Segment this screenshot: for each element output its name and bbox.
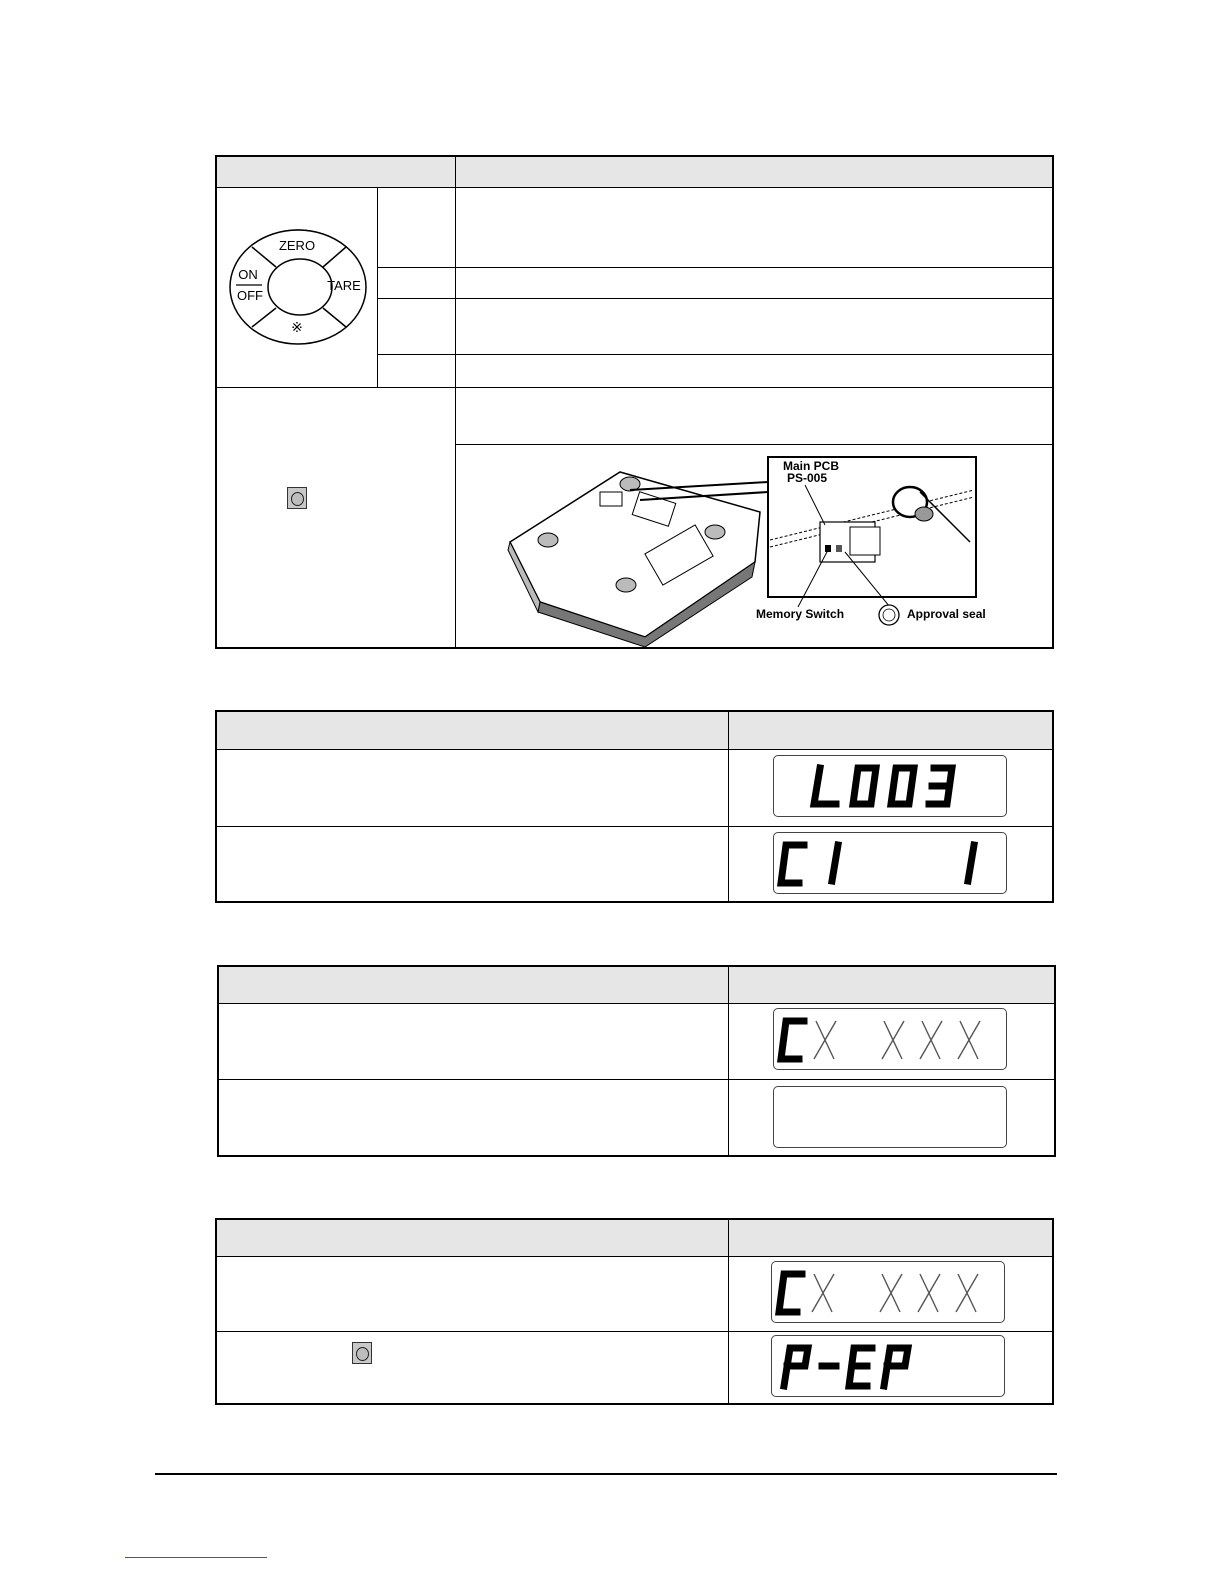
footer-link-underline[interactable]: [125, 1557, 267, 1558]
on-key-label: ON: [238, 267, 258, 282]
memory-switch-icon: [287, 487, 307, 509]
footer-rule: [155, 1473, 1057, 1475]
lcd-display-l003: [773, 755, 1007, 817]
lcd-display-cx-xxx: [773, 1008, 1007, 1070]
lcd-display-c1: [773, 832, 1007, 894]
keypad-illustration: [228, 229, 368, 347]
star-key-label: ※: [291, 319, 303, 335]
table-header: [217, 1220, 1052, 1257]
approval-seal-label: Approval seal: [907, 607, 986, 621]
lcd-text: [772, 1336, 773, 1337]
lcd-text: [772, 1262, 773, 1263]
lcd-text: [774, 756, 775, 757]
lcd-text: [774, 1087, 775, 1088]
off-key-label: OFF: [237, 288, 263, 303]
memory-switch-label: Memory Switch: [756, 607, 845, 621]
tare-key-label: TARE: [327, 278, 361, 293]
pcb-label-line2: PS-005: [787, 471, 828, 485]
lcd-display-blank: [773, 1086, 1007, 1148]
lcd-text: [774, 1009, 775, 1010]
zero-key-label: ZERO: [278, 238, 316, 253]
lcd-display-cx-xxx-2: [771, 1261, 1005, 1323]
table-header: [217, 712, 1052, 750]
memory-switch-icon: [352, 1342, 372, 1364]
pcb-label-line1: Main PCB: [783, 459, 840, 473]
table-header: [217, 157, 1052, 188]
lcd-text: [774, 833, 775, 834]
table-header: [219, 967, 1054, 1004]
scale-underside-diagram: [500, 452, 1000, 647]
lcd-display-p-ep: [771, 1335, 1005, 1397]
